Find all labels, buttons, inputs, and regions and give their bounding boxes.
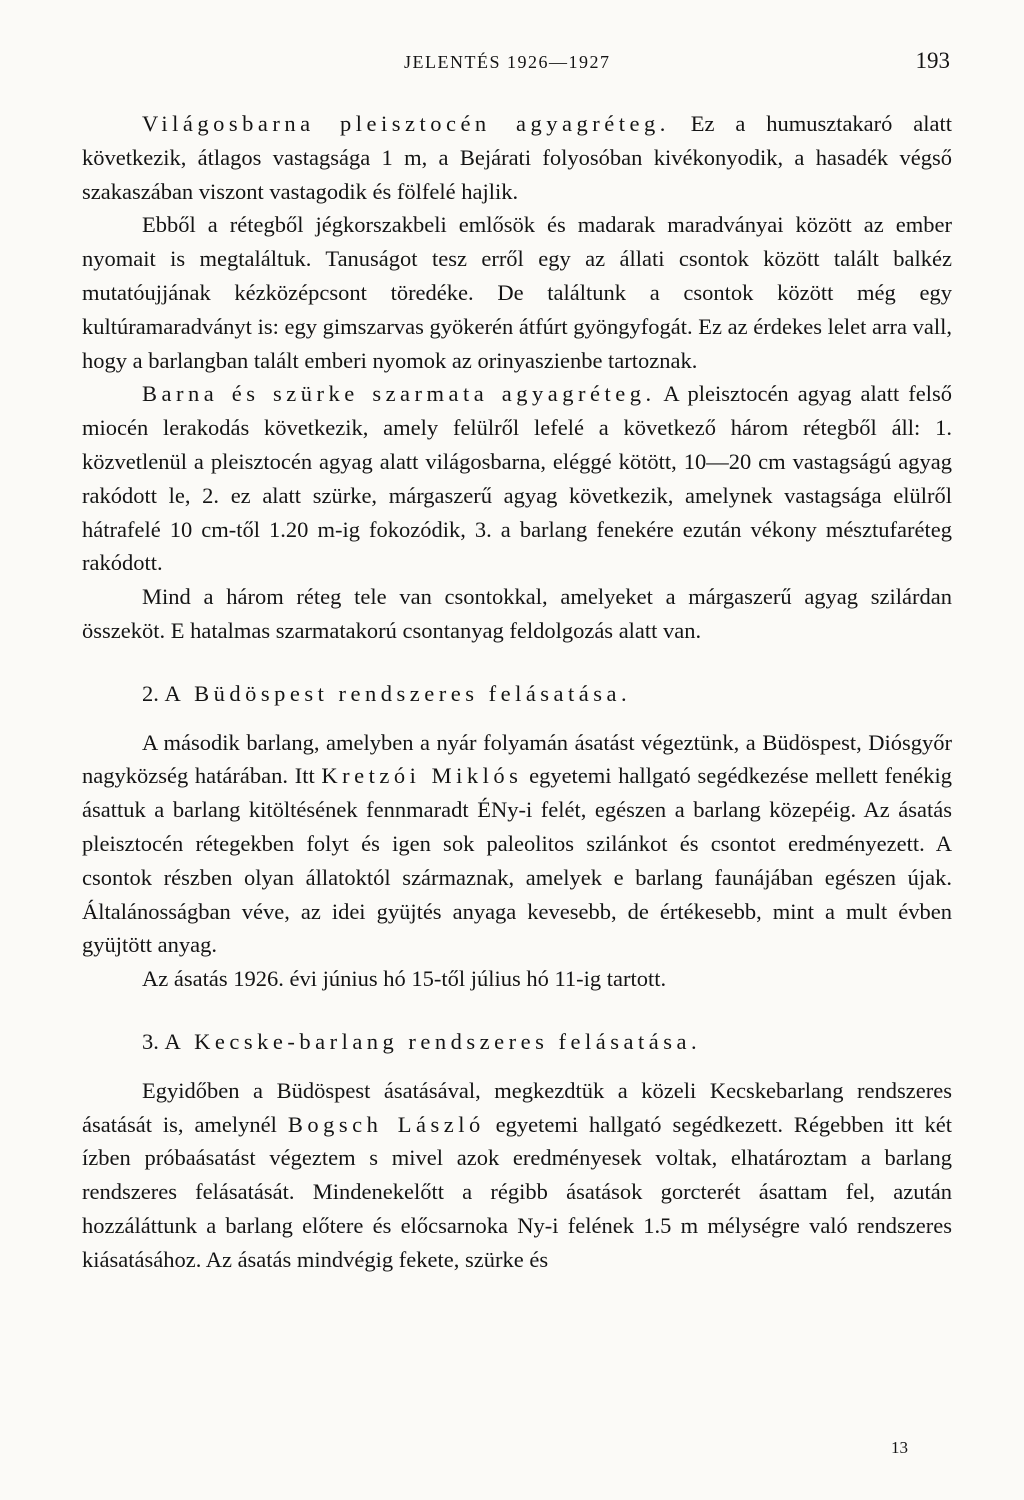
person-name: Bogsch László: [287, 1111, 485, 1137]
body-text: [82, 107, 952, 1277]
section-heading-3: [82, 1025, 952, 1059]
paragraph-kecske-barlang: [82, 1074, 952, 1277]
paragraph-sarmatian-clay: [82, 377, 952, 580]
paragraph-budospest: [82, 726, 952, 963]
page-header: [82, 48, 952, 78]
document-page: [82, 0, 952, 1500]
paragraph-dates: Az ásatás 1926. évi június hó 15-től július hó 11-ig tartott.: [142, 966, 667, 992]
paragraph-bone-material: Mind a három réteg tele van csontokkal, amelyeket a márgaszerű agyag szilárdan összeköt. E hatalmas szarmatakorú csontanyag feldolgozás alatt van.: [82, 584, 952, 643]
section-heading-2: [82, 677, 952, 711]
paragraph-text: egyetemi hallgató segédkezése mellett fenékig ásattuk a barlang kitöltésének fennmaradt ÉNy-i felét, egészen a barlang közepéig. Az ásatás pleisztocén rétegekben folyt és igen sok paleolitos szilánkot és csontot eredményezett. A csontok részben olyan állatoktól származnak, amelyek e barlang faunájában egészen újak. Általánosságban véve, az idei gyüjtés anyaga kevesebb, de értékesebb, mint a mult évben gyüjtött anyag.: [82, 763, 953, 958]
signature-mark: 13: [891, 1438, 908, 1457]
paragraph-text: A második barlang, amelyben a nyár folyamán ásatást végeztünk, a Büdöspest, Diósgyőr nagyközség határában. Itt: [82, 729, 952, 789]
spaced-lead-light-brown-clay: Világosbarna pleisztocén agyagréteg.: [142, 111, 670, 136]
person-name: Kretzói Miklós: [321, 763, 523, 789]
paragraph-text: egyetemi hallgató segédkezett. Régebben itt két ízben próbaásatást végeztem s mivel azok eredményesek voltak, elhatároztam a barlang rendszeres felásatását. Mindenekelőtt a régibb ásatások gorcterét ásattam fel, azután hozzáláttunk a barlang előtere és előcsarnoka Ny-i felének 1.5 m mélységre való rendszeres kiásatásához. Az ásatás mindvégig fekete, szürke és: [82, 1111, 952, 1272]
paragraph-text: A pleisztocén agyag alatt felső miocén lerakodás következik, amely felülről lefelé a következő három rétegből áll: 1. közvetlenül a pleisztocén agyag alatt világosbarna, eléggé kötött, 10—20 cm vastagságú agyag rakódott le, 2. ez alatt szürke, márgaszerű agyag következik, amelynek vastagsága elülről hátrafelé 10 cm-től 1.20 m-ig fokozódik, 3. a barlang fenekére ezután vékony mésztufaréteg rakódott.: [82, 381, 952, 576]
paragraph-light-brown-clay: [82, 107, 952, 208]
paragraph-text: Ez a humusztakaró alatt következik, átlagos vastagsága 1 m, a Bejárati folyosóban kivékonyodik, a hasadék végső szakaszában viszont vastagodik és fölfelé hajlik.: [82, 111, 952, 204]
running-head: JELENTÉS 1926—1927: [404, 52, 611, 72]
paragraph-findings: Ebből a rétegből jégkorszakbeli emlősök és madarak maradványai között az ember nyomait is megtaláltuk. Tanuságot tesz erről egy az állati csontok között talált balkéz mutatóujjának kézközépcsont töredéke. De találtunk a csontok között még egy kultúramaradványt is: egy gimszarvas gyökerén átfúrt gyöngyfogát. Ez az érdekes lelet arra vall, hogy a barlangban talált emberi nyomok az orinyaszienbe tartoznak.: [82, 212, 952, 373]
page-number: 193: [915, 48, 950, 73]
section-number: 2.: [142, 680, 159, 706]
section-number: 3.: [142, 1028, 159, 1054]
spaced-lead-sarmatian-clay: Barna és szürke szarmata agyagréteg.: [142, 381, 656, 407]
paragraph-text: Egyidőben a Büdöspest ásatásával, megkezdtük a közeli Kecskebarlang rendszeres ásatását is, amelynél: [82, 1077, 952, 1137]
section-title: A Büdöspest rendszeres felásatása.: [164, 680, 632, 706]
section-title: A Kecske-barlang rendszeres felásatása.: [164, 1028, 702, 1054]
